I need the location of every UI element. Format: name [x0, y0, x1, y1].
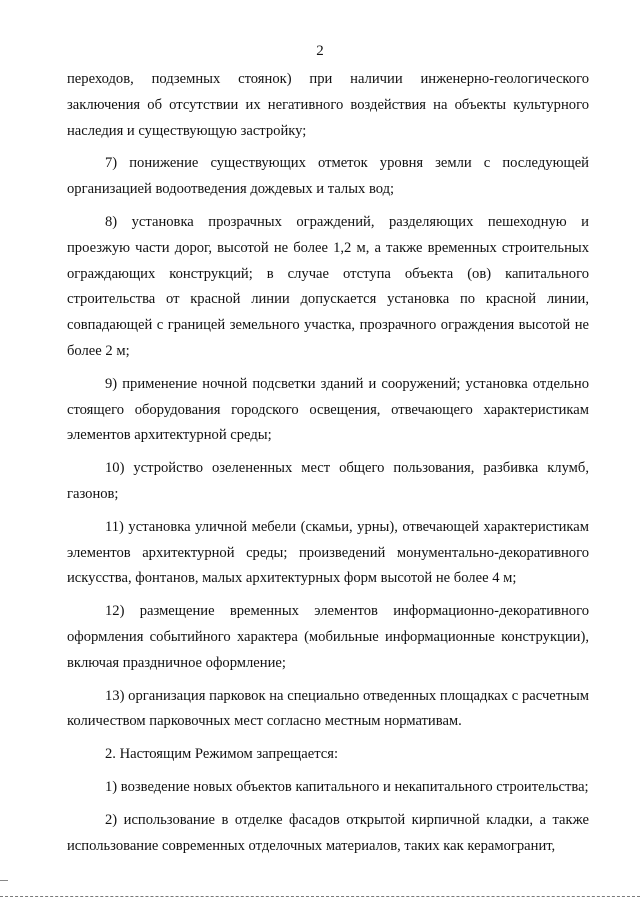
document-body — [67, 67, 589, 859]
prohibition-item-1: 1) возведение новых объектов капитального и некапитального строительства; — [105, 778, 589, 795]
section-2-heading: 2. Настоящим Режимом запрещается: — [105, 746, 338, 763]
paragraph-item-13: 13) организация парковок на специально отведенных площадках с расчетным количеством парковочных мест согласно местным нормативам. — [67, 687, 589, 730]
paragraph-item-7: 7) понижение существующих отметок уровня земли с последующей организацией водоотведения дождевых и талых вод; — [67, 155, 589, 198]
paragraph-item-9: 9) применение ночной подсветки зданий и сооружений; установка отдельно стоящего оборудования городского освещения, отвечающего характеристикам элементов архитектурной среды; — [67, 375, 589, 444]
page-number: 2 — [316, 43, 324, 59]
paragraph-item-8: 8) установка прозрачных ограждений, разделяющих пешеходную и проезжую части дорог, высотой не более 1,2 м, а также временных строительных ограждающих конструкций; в случае отступа объекта (ов) капитального строительства от красной линии допускается установка по красной линии, совпадающей с границей земельного участка, прозрачного ограждения высотой не более 2 м; — [67, 213, 589, 359]
paragraph-item-11: 11) установка уличной мебели (скамьи, урны), отвечающей характеристикам элементов архитектурной среды; произведений монументально-декоративного искусства, фонтанов, малых архитектурных форм высотой не более 4 м; — [67, 518, 589, 587]
scan-edge-mark — [0, 880, 8, 881]
scan-bottom-edge — [0, 896, 640, 897]
paragraph-item-12: 12) размещение временных элементов информационно-декоративного оформления событийного характера (мобильные информационные конструкции), включая праздничное оформление; — [67, 603, 589, 671]
paragraph-continuation: переходов, подземных стоянок) при наличии инженерно-геологического заключения об отсутствии их негативного воздействия на объекты культурного наследия и существующую застройку; — [67, 71, 589, 139]
prohibition-item-2: 2) использование в отделке фасадов открытой кирпичной кладки, а также использование современных отделочных материалов, таких как керамогранит, — [67, 811, 589, 854]
paragraph-item-10: 10) устройство озелененных мест общего пользования, разбивка клумб, газонов; — [67, 460, 589, 502]
